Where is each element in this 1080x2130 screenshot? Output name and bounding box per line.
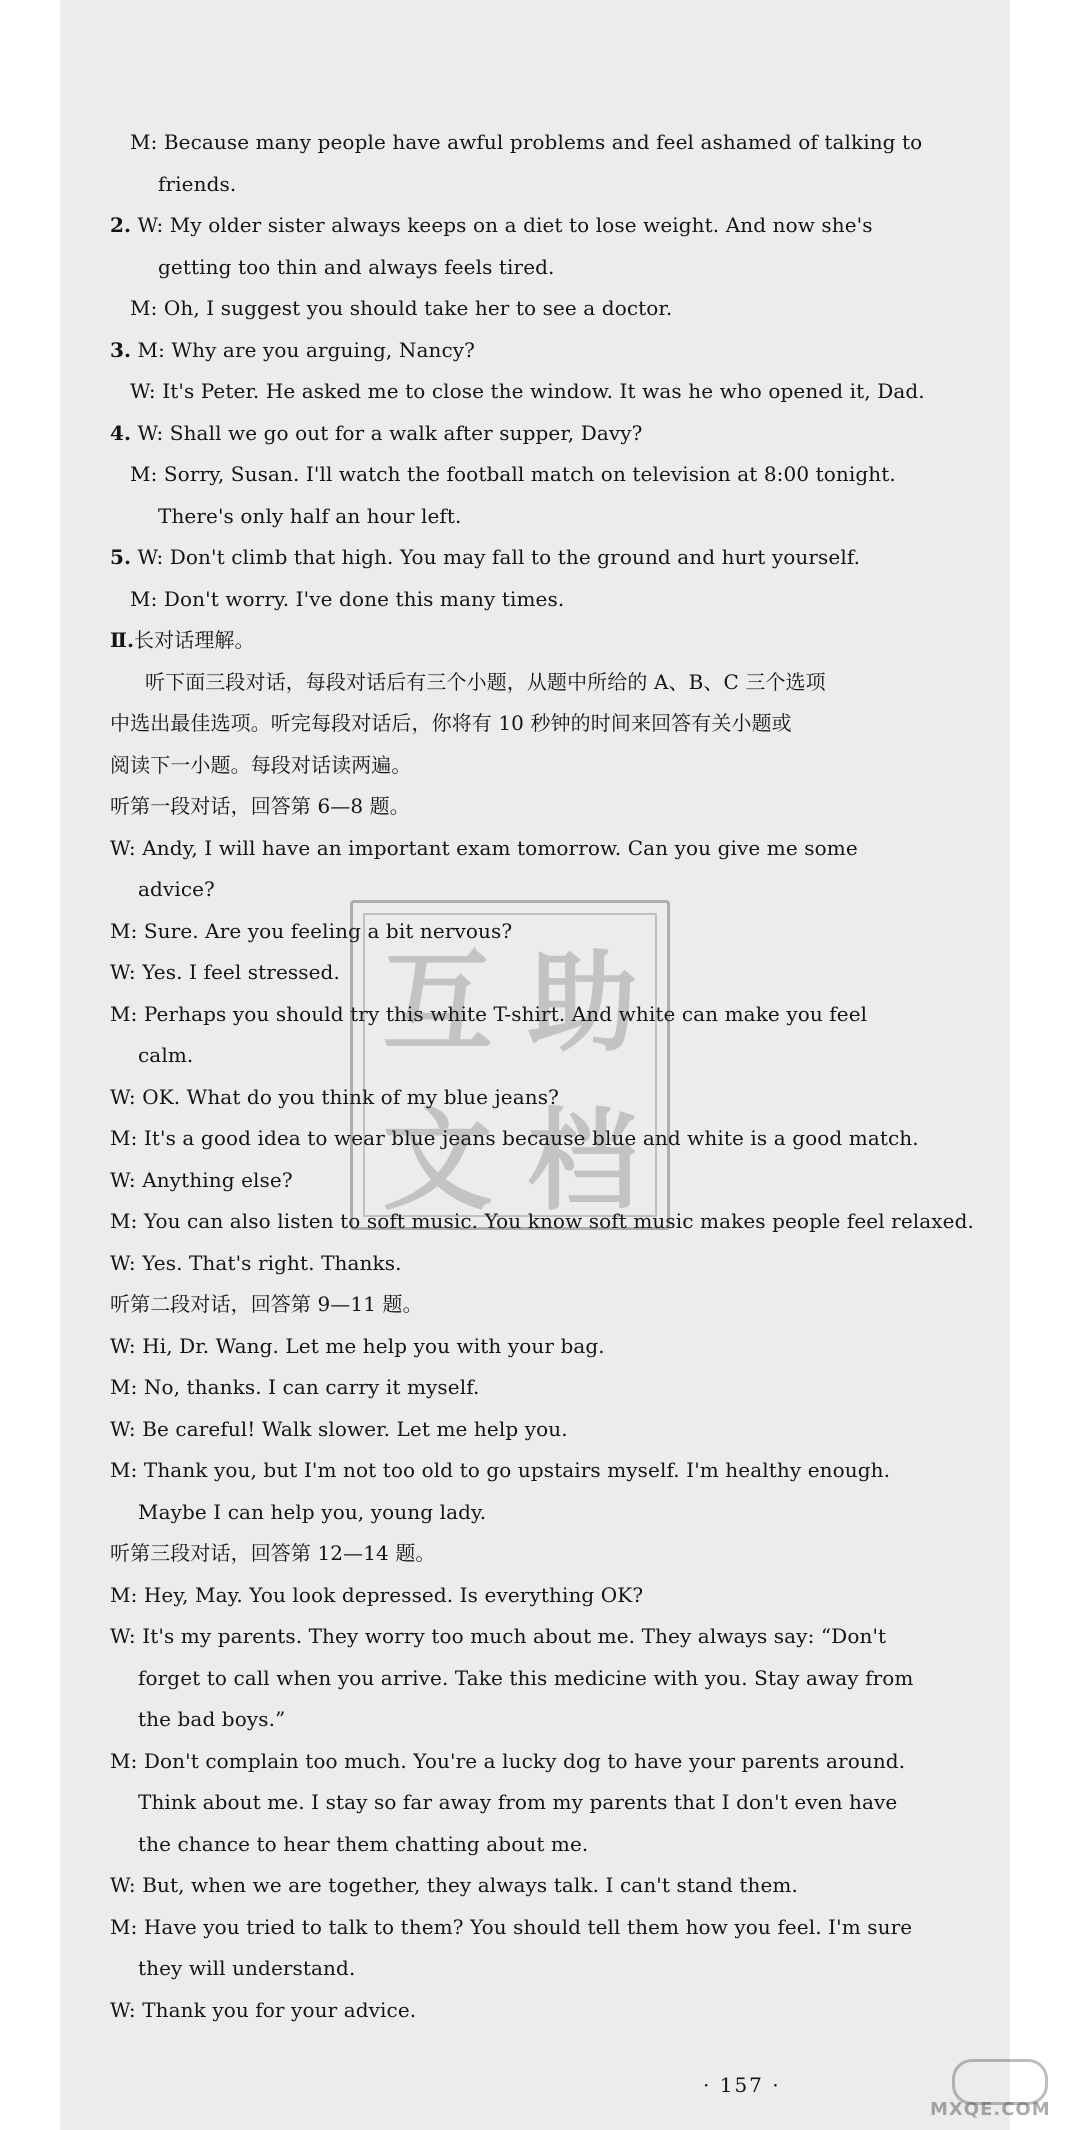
question-number: 5.: [110, 545, 132, 569]
text-line: [110, 537, 990, 579]
line-text: 听第一段对话，回答第 6—8 题。: [110, 794, 410, 818]
line-text: forget to call when you arrive. Take this medicine with you. Stay away from: [138, 1665, 914, 1690]
stamp-inner: [363, 913, 657, 1225]
line-text: W: Thank you for your advice.: [110, 1997, 417, 2022]
line-text: the chance to hear them chatting about me.: [138, 1831, 589, 1856]
text-line: [110, 745, 990, 787]
text-line: [110, 786, 990, 828]
line-text: Maybe I can help you, young lady.: [138, 1499, 487, 1524]
text-line: [110, 1782, 990, 1824]
line-text: W: My older sister always keeps on a diet to lose weight. And now she's: [131, 213, 873, 237]
stamp-char: 档: [527, 1097, 638, 1225]
question-number: 3.: [110, 337, 132, 362]
line-text: M: Sure. Are you feeling a bit nervous?: [110, 918, 513, 943]
line-text: M: No, thanks. I can carry it myself.: [110, 1375, 480, 1399]
stamp-char: 互: [382, 939, 493, 1067]
text-line: [110, 330, 990, 372]
line-text: M: It's a good idea to wear blue jeans because blue and white is a good match.: [110, 1126, 919, 1150]
text-line: [110, 1367, 990, 1409]
line-text: advice?: [138, 877, 215, 901]
watermark-text: MXQE.COM: [930, 2099, 1051, 2120]
question-number: 2.: [110, 213, 132, 237]
line-text: 听下面三段对话，每段对话后有三个小题，从题中所给的 A、B、C 三个选项: [145, 669, 826, 694]
line-text: 听第二段对话，回答第 9—11 题。: [110, 1292, 423, 1316]
watermark-stamp: [350, 900, 670, 1230]
text-line: [110, 1326, 990, 1368]
line-text: M: Don't worry. I've done this many times.: [130, 586, 565, 611]
text-line: [110, 247, 990, 289]
text-line: [110, 454, 990, 496]
line-text: 阅读下一小题。每段对话读两遍。: [110, 752, 412, 777]
line-text: W: Hi, Dr. Wang. Let me help you with your bag.: [110, 1333, 605, 1358]
text-line: [110, 496, 990, 538]
line-text: W: But, when we are together, they always talk. I can't stand them.: [110, 1873, 798, 1897]
text-line: [110, 122, 990, 164]
line-text: M: Because many people have awful problems and feel ashamed of talking to: [130, 130, 923, 154]
line-text: friends.: [158, 171, 237, 196]
line-text: W: Yes. That's right. Thanks.: [110, 1250, 402, 1275]
text-line: [110, 288, 990, 330]
text-line: [110, 1533, 990, 1575]
line-text: M: Why are you arguing, Nancy?: [131, 337, 475, 362]
text-line: [110, 1699, 990, 1741]
text-line: [110, 205, 990, 247]
line-text: M: Sorry, Susan. I'll watch the football match on television at 8:00 tonight.: [130, 462, 896, 486]
watermark-logo: [930, 2055, 1070, 2125]
text-line: [110, 1616, 990, 1658]
text-line: [110, 1492, 990, 1534]
question-number: 4.: [110, 420, 132, 445]
text-line: [110, 371, 990, 413]
line-text: M: You can also listen to soft music. You know soft music makes people feel relaxed.: [110, 1209, 974, 1233]
line-text: calm.: [138, 1043, 194, 1067]
line-text: W: Don't climb that high. You may fall to the ground and hurt yourself.: [131, 545, 861, 569]
text-line: [110, 828, 990, 870]
text-line: [110, 703, 990, 745]
line-text: they will understand.: [138, 1956, 356, 1980]
text-line: [110, 1907, 990, 1949]
line-text: getting too thin and always feels tired.: [158, 254, 555, 279]
line-text: There's only half an hour left.: [158, 503, 462, 528]
text-line: [110, 1865, 990, 1907]
text-line: [110, 1741, 990, 1783]
text-line: [110, 1990, 990, 2032]
text-line: [110, 1658, 990, 1700]
line-text: Think about me. I stay so far away from my parents that I don't even have: [138, 1790, 898, 1814]
line-text: M: Hey, May. You look depressed. Is everything OK?: [110, 1582, 644, 1607]
text-line: [110, 1948, 990, 1990]
line-text: M: Don't complain too much. You're a lucky dog to have your parents around.: [110, 1748, 906, 1773]
line-text: M: Thank you, but I'm not too old to go upstairs myself. I'm healthy enough.: [110, 1458, 891, 1482]
line-text: W: Shall we go out for a walk after supper, Davy?: [131, 420, 643, 445]
text-line: [110, 1409, 990, 1451]
text-line: [110, 164, 990, 206]
page-number: · 157 ·: [703, 2073, 781, 2097]
line-text: W: Yes. I feel stressed.: [110, 960, 340, 984]
line-text: 听第三段对话，回答第 12—14 题。: [110, 1541, 436, 1565]
text-line: [110, 1284, 990, 1326]
line-text: W: OK. What do you think of my blue jeans?: [110, 1084, 559, 1109]
text-line: [110, 579, 990, 621]
line-text: 中选出最佳选项。听完每段对话后，你将有 10 秒钟的时间来回答有关小题或: [110, 711, 792, 735]
line-text: M: Perhaps you should try this white T-shirt. And white can make you feel: [110, 1001, 868, 1026]
text-line: [110, 413, 990, 455]
line-text: 长对话理解。: [134, 628, 255, 652]
text-line: [110, 1450, 990, 1492]
text-line: [110, 620, 990, 662]
stamp-char: 助: [527, 939, 638, 1067]
line-text: the bad boys.”: [138, 1707, 286, 1731]
text-line: [110, 1575, 990, 1617]
line-text: W: It's Peter. He asked me to close the window. It was he who opened it, Dad.: [130, 379, 925, 403]
text-line: [110, 662, 990, 704]
text-line: [110, 1243, 990, 1285]
line-text: W: Andy, I will have an important exam tomorrow. Can you give me some: [110, 835, 858, 860]
line-text: M: Have you tried to talk to them? You should tell them how you feel. I'm sure: [110, 1914, 913, 1939]
line-text: W: Be careful! Walk slower. Let me help you.: [110, 1416, 568, 1441]
line-text: M: Oh, I suggest you should take her to see a doctor.: [130, 296, 673, 320]
question-number: Ⅱ.: [110, 628, 135, 652]
stamp-char: 文: [382, 1097, 493, 1225]
text-line: [110, 1824, 990, 1866]
line-text: W: It's my parents. They worry too much about me. They always say: “Don't: [110, 1624, 887, 1648]
line-text: W: Anything else?: [110, 1167, 293, 1192]
